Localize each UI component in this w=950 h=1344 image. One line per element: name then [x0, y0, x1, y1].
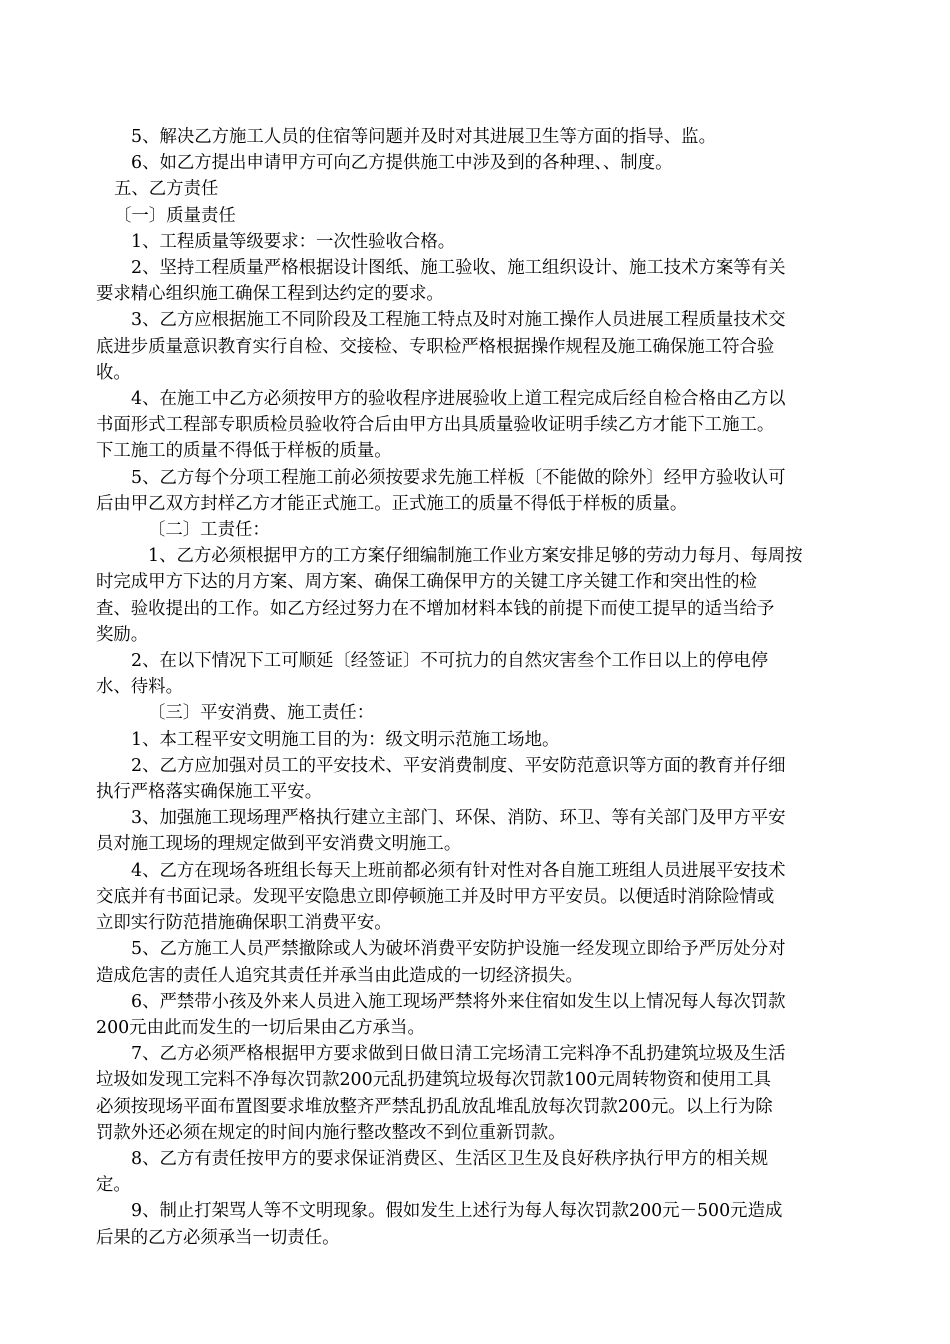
text-line: 1、工程质量等级要求：一次性验收合格。: [131, 231, 456, 252]
text-line: 200元由此而发生的一切后果由乙方承当。: [96, 1017, 425, 1038]
text-line: 奖励。: [96, 624, 149, 645]
text-line: 立即实行防范措施确保职工消费平安。: [96, 913, 392, 934]
text-line: 5、乙方每个分项工程施工前必须按要求先施工样板〔不能做的除外〕经甲方验收认可: [131, 467, 786, 488]
text-line: 9、制止打架骂人等不文明现象。假如发生上述行为每人每次罚款200元－500元造成: [131, 1201, 783, 1222]
text-line: 水、待料。: [96, 677, 183, 698]
text-line: 员对施工现场的理规定做到平安消费文明施工。: [96, 834, 462, 855]
text-line: 执行严格落实确保施工平安。: [96, 782, 323, 803]
text-line: 2、在以下情况下工可顺延〔经签证〕不可抗力的自然灾害叁个工作日以上的停电停: [131, 651, 769, 672]
text-line: 4、在施工中乙方必须按甲方的验收程序进展验收上道工程完成后经自检合格由乙方以: [131, 389, 786, 410]
text-line: 造成危害的责任人追究其责任并承当由此造成的一切经济损失。: [96, 965, 583, 986]
text-line: 6、严禁带小孩及外来人员进入施工现场严禁将外来住宿如发生以上情况每人每次罚款: [131, 991, 786, 1012]
text-line: 3、加强施工现场理严格执行建立主部门、环保、消防、环卫、等有关部门及甲方平安: [131, 808, 786, 829]
text-line: 8、乙方有责任按甲方的要求保证消费区、生活区卫生及良好秩序执行甲方的相关规: [131, 1148, 769, 1169]
section-heading: 五、乙方责任: [114, 179, 219, 200]
text-line: 5、解决乙方施工人员的住宿等问题并及时对其进展卫生等方面的指导、监。: [131, 127, 716, 147]
text-line: 1、乙方必须根据甲方的工方案仔细编制施工作业方案安排足够的劳动力每月、每周按: [148, 546, 803, 567]
text-line: 交底并有书面记录。发现平安隐患立即停顿施工并及时甲方平安员。以便适时消除险情或: [96, 886, 775, 907]
subsection-heading: 〔二〕工责任：: [148, 520, 270, 541]
subsection-heading: 〔一〕质量责任: [114, 205, 236, 226]
text-line: 书面形式工程部专职质检员验收符合后由甲方出具质量验收证明手续乙方才能下工施工。: [96, 415, 775, 436]
text-line: 后果的乙方必须承当一切责任。: [96, 1227, 340, 1248]
text-line: 垃圾如发现工完料不净每次罚款200元乱扔建筑垃圾每次罚款100元周转物资和使用工具: [96, 1070, 772, 1091]
text-line: 必须按现场平面布置图要求堆放整齐严禁乱扔乱放乱堆乱放每次罚款200元。以上行为除: [96, 1096, 773, 1117]
text-line: 7、乙方必须严格根据甲方要求做到日做日清工完场清工完料净不乱扔建筑垃圾及生活: [131, 1044, 786, 1065]
text-line: 2、坚持工程质量严格根据设计图纸、施工验收、施工组织设计、施工技术方案等有关: [131, 258, 786, 279]
text-line: 3、乙方应根据施工不同阶段及工程施工特点及时对施工操作人员进展工程质量技术交: [131, 310, 786, 331]
text-line: 时完成甲方下达的月方案、周方案、确保工确保甲方的关键工序关键工作和突出性的检: [96, 572, 757, 593]
text-line: 罚款外还必须在规定的时间内施行整改整改不到位重新罚款。: [96, 1122, 566, 1143]
text-line: 6、如乙方提出申请甲方可向乙方提供施工中涉及到的各种理、、制度。: [131, 153, 673, 174]
text-line: 1、本工程平安文明施工目的为：级文明示范施工场地。: [131, 729, 560, 750]
text-line: 底进步质量意识教育实行自检、交接检、专职检严格根据操作规程及施工确保施工符合验: [96, 336, 775, 357]
text-line: 2、乙方应加强对员工的平安技术、平安消费制度、平安防范意识等方面的教育并仔细: [131, 755, 786, 776]
text-line: 5、乙方施工人员严禁撤除或人为破坏消费平安防护设施一经发现立即给予严厉处分对: [131, 939, 786, 960]
text-line: 定。: [96, 1175, 131, 1196]
text-line: 下工施工的质量不得低于样板的质量。: [96, 441, 392, 462]
text-line: 收。: [96, 362, 131, 383]
text-line: 要求精心组织施工确保工程到达约定的要求。: [96, 284, 444, 305]
text-line: 后由甲乙双方封样乙方才能正式施工。正式施工的质量不得低于样板的质量。: [96, 493, 688, 514]
text-line: 查、验收提出的工作。如乙方经过努力在不增加材料本钱的前提下而使工提早的适当给予: [96, 598, 775, 619]
text-line: 4、乙方在现场各班组长每天上班前都必须有针对性对各自施工班组人员进展平安技术: [131, 860, 786, 881]
subsection-heading: 〔三〕平安消费、施工责任：: [148, 703, 375, 724]
document-page: [96, 124, 856, 1251]
